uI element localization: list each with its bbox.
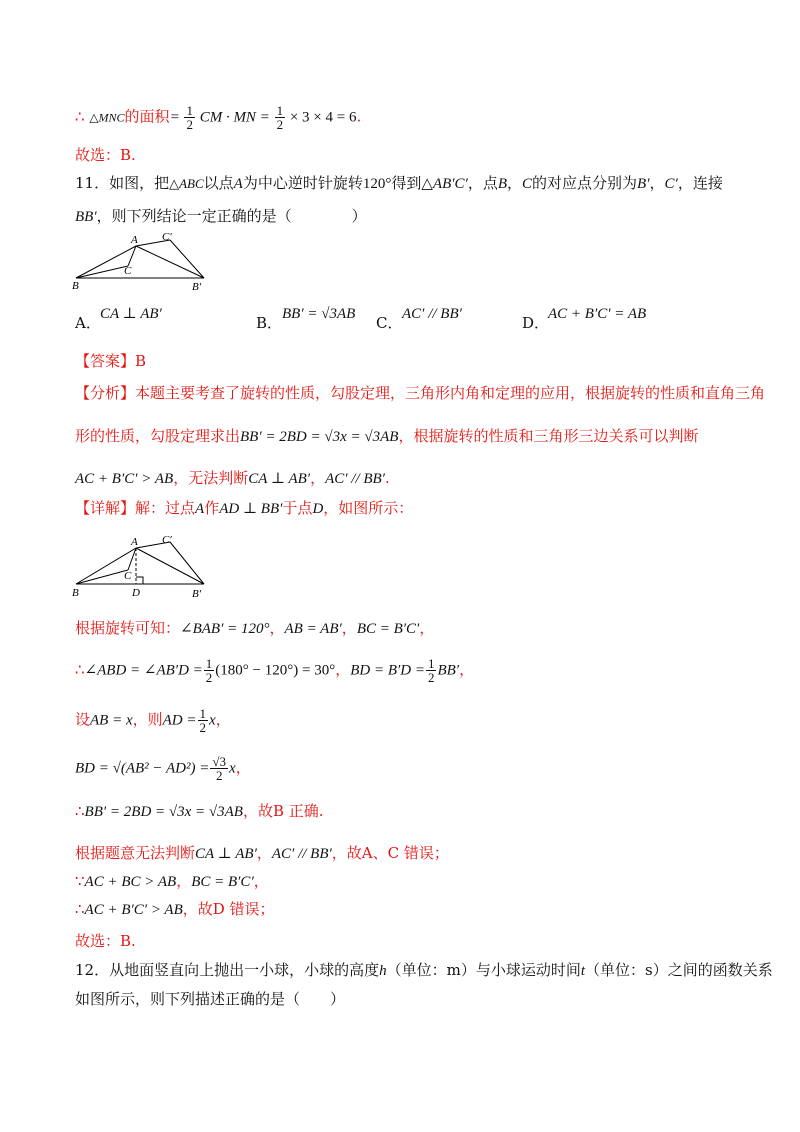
analysis-line-1: 【分析】本题主要考查了旋转的性质，勾股定理，三角形内角和定理的应用，根据旋转的性质和直角三角: [75, 384, 766, 402]
q12-text: 12．从地面竖直向上抛出一小球，小球的高度: [75, 961, 380, 979]
fig2-label-b: B: [72, 587, 79, 599]
q11-comma-2: ，: [649, 174, 665, 192]
step-4-x: x: [229, 760, 236, 777]
step-4-comma: ，: [235, 758, 251, 777]
option-a[interactable]: [75, 312, 101, 334]
step-2-comma: ，: [335, 660, 351, 679]
step-6-text: 根据题意无法判断: [75, 844, 196, 862]
detail-text-2: 作: [204, 499, 220, 517]
step-7-ineq: AC + BC > AB: [84, 874, 177, 890]
step-1-comma-3: ，: [419, 619, 435, 637]
step-5-expr: BB′ = 2BD = √3x = √3AB: [84, 804, 243, 820]
step-5-conclusion: ，故B 正确.: [242, 802, 324, 820]
step-3-half: $\frac{1}{2}$: [199, 706, 207, 735]
detail-text-4: ，如图所示：: [323, 499, 414, 517]
q11-text-2: 为中心逆时针旋转: [242, 174, 363, 192]
step-2-angle-eq: ∠ABD = ∠AB′D =: [84, 662, 203, 679]
option-a-expr: CA ⊥ AB′: [100, 306, 162, 322]
step-7: [75, 870, 269, 893]
detail-text: 【详解】解：过点: [75, 499, 196, 517]
fig2-label-d: D: [132, 587, 140, 599]
step-3-ab-x: AB = x: [90, 712, 133, 729]
fig1-label-b-prime: B′: [192, 281, 202, 293]
fraction-half-2: $\frac{1}{2}$: [276, 103, 284, 132]
fig1-label-c: C: [124, 265, 132, 277]
step-2-comma-2: ，: [459, 660, 475, 679]
step-8-conclusion: ，故D 错误；: [182, 900, 275, 918]
rotation-figure-1: [68, 228, 218, 294]
fig1-label-c-prime: C′: [162, 231, 172, 243]
step-1-comma: ，: [269, 619, 285, 637]
analysis-text-2: ，根据旋转的性质和三角形三边关系可以判断: [398, 427, 699, 445]
area-conclusion-line: [75, 104, 361, 131]
q11-point-b: B: [497, 176, 507, 192]
choose-b-line-1: 故选：B.: [75, 146, 136, 164]
question-12-line-1: [75, 959, 773, 982]
q11-text-5: 的对应点分别为: [532, 174, 638, 192]
step-1-ab-eq: AB = AB′: [284, 621, 342, 637]
step-7-comma: ，: [176, 872, 192, 890]
step-4: [75, 755, 251, 782]
option-d-label: D．: [522, 314, 550, 332]
step-1: [75, 617, 434, 640]
fig1-label-a: A: [131, 234, 138, 246]
q11-triangle-abc-prime: △AB′C′: [421, 176, 468, 192]
detail-point-a: A: [195, 501, 205, 517]
period: .: [356, 107, 362, 126]
step-7-bc-eq: BC = B′C′: [191, 874, 254, 890]
step-2-half-2: $\frac{1}{2}$: [427, 656, 435, 685]
detail-text-3: 于点: [282, 499, 313, 517]
q11-point-c-prime: C′: [664, 176, 678, 192]
q11-point-b-prime: B′: [637, 176, 650, 192]
analysis-text: 形的性质，勾股定理求出: [75, 427, 241, 445]
analysis-comma: ，: [310, 469, 326, 487]
detail-ad-perp: AD ⊥ BB′: [219, 501, 283, 517]
step-2-bb-prime: BB′: [437, 662, 460, 679]
step-8: [75, 898, 275, 921]
q12-text-3: （单位：s）之间的函数关系: [585, 961, 773, 979]
step-6-conclusion: ，故A、C 错误；: [331, 844, 449, 862]
step-5-therefore: ∴: [75, 802, 85, 820]
answer-line: 【答案】B: [75, 352, 147, 370]
equals-sign: =: [169, 109, 184, 126]
step-8-ineq: AC + B′C′ > AB: [84, 902, 183, 918]
fig1-label-b: B: [72, 280, 79, 292]
q12-t: t: [580, 963, 585, 979]
step-1-bc-eq: BC = B′C′: [356, 621, 420, 637]
q11-question: ，则下列结论一定正确的是（ ）: [96, 207, 367, 225]
step-6-perp: CA ⊥ AB′: [195, 846, 257, 862]
option-c-label: C．: [376, 314, 403, 332]
analysis-text-3: ，无法判断: [173, 469, 249, 487]
option-b[interactable]: [256, 312, 282, 334]
option-c-expr: AC′ // BB′: [402, 306, 462, 322]
detail-point-d: D: [312, 501, 324, 517]
fraction-half: $\frac{1}{2}$: [186, 103, 193, 132]
q11-angle: 120°: [362, 176, 392, 192]
triangle-mnc: △MNC: [89, 110, 125, 125]
question-12-line-2: 如图所示，则下列描述正确的是（ ）: [75, 990, 346, 1008]
step-6-parallel: AC′ // BB′: [271, 846, 332, 862]
fig2-label-c: C: [124, 570, 132, 582]
choose-b-line-2: 故选：B.: [75, 932, 136, 950]
q12-h: h: [379, 963, 387, 979]
option-d[interactable]: [522, 312, 549, 334]
option-b-label: B．: [256, 314, 283, 332]
rotation-figure-2: [68, 530, 218, 602]
step-1-angle: ∠BAB′ = 120°: [180, 621, 270, 637]
q11-text-4: ，点: [467, 174, 498, 192]
step-6-comma: ，: [256, 844, 272, 862]
option-b-expr: BB′ = √3AB: [282, 306, 356, 322]
step-2-angle-value: (180° − 120°) = 30°: [215, 662, 336, 679]
step-3-ad-eq: AD =: [162, 712, 197, 729]
analysis-parallel: AC′ // BB′: [325, 471, 385, 487]
step-2: [75, 657, 474, 684]
analysis-inequality: AC + B′C′ > AB: [75, 471, 174, 487]
q11-point-a: A: [233, 176, 243, 192]
area-result: × 3 × 4 = 6: [286, 109, 357, 126]
step-3-x: x: [209, 712, 216, 729]
step-3-let: 设: [75, 710, 91, 729]
step-3-comma: ，: [215, 710, 231, 729]
step-4-bd-eq: BD = √(AB² − AD²) =: [75, 760, 210, 777]
step-8-therefore: ∴: [75, 900, 85, 918]
analysis-line-3: [75, 467, 390, 490]
step-1-comma-2: ，: [341, 619, 357, 637]
q12-text-2: （单位：m）与小球运动时间: [386, 961, 581, 979]
q11-triangle-abc: △ABC: [169, 176, 204, 191]
q11-text-6: ，连接: [677, 174, 723, 192]
step-5: [75, 800, 324, 823]
step-6: [75, 842, 449, 865]
q11-comma: ，: [507, 174, 523, 192]
fig2-label-c-prime: C′: [162, 534, 172, 546]
detail-line: [75, 497, 413, 520]
q11-text: 以点: [203, 174, 234, 192]
step-3: [75, 707, 231, 734]
step-7-because: ∵: [75, 872, 85, 890]
q11-segment-bb-prime: BB′: [75, 209, 97, 225]
analysis-period: .: [384, 469, 390, 487]
step-7-comma-2: ，: [253, 872, 269, 890]
step-2-bd-eq: BD = B′D =: [350, 662, 425, 679]
area-label: 的面积: [124, 107, 170, 126]
question-11-line-2: [75, 205, 367, 228]
therefore-symbol: ∴: [75, 107, 90, 126]
fig2-label-a: A: [131, 536, 138, 548]
step-4-sqrt3-half: $\frac{√3}{2}$: [212, 754, 227, 783]
step-2-half: $\frac{1}{2}$: [205, 656, 213, 685]
question-11-line-1: [75, 172, 723, 195]
option-d-expr: AC + B′C′ = AB: [548, 306, 647, 322]
analysis-perpendicular: CA ⊥ AB′: [248, 471, 311, 487]
step-3-then: ，则: [132, 710, 163, 729]
cm-mn-product: CM · MN =: [195, 109, 274, 126]
q11-point-c: C: [522, 176, 533, 192]
option-a-label: A．: [75, 314, 101, 332]
option-c[interactable]: [376, 312, 402, 334]
step-1-text: 根据旋转可知：: [75, 619, 181, 637]
step-2-therefore: ∴: [75, 660, 85, 679]
fig2-label-b-prime: B′: [192, 588, 202, 600]
analysis-line-2: [75, 425, 698, 448]
q11-text-3: 得到: [391, 174, 422, 192]
q11-intro: 11．如图，把: [75, 174, 170, 192]
analysis-bb-prime-expr: BB′ = 2BD = √3x = √3AB: [240, 429, 399, 445]
